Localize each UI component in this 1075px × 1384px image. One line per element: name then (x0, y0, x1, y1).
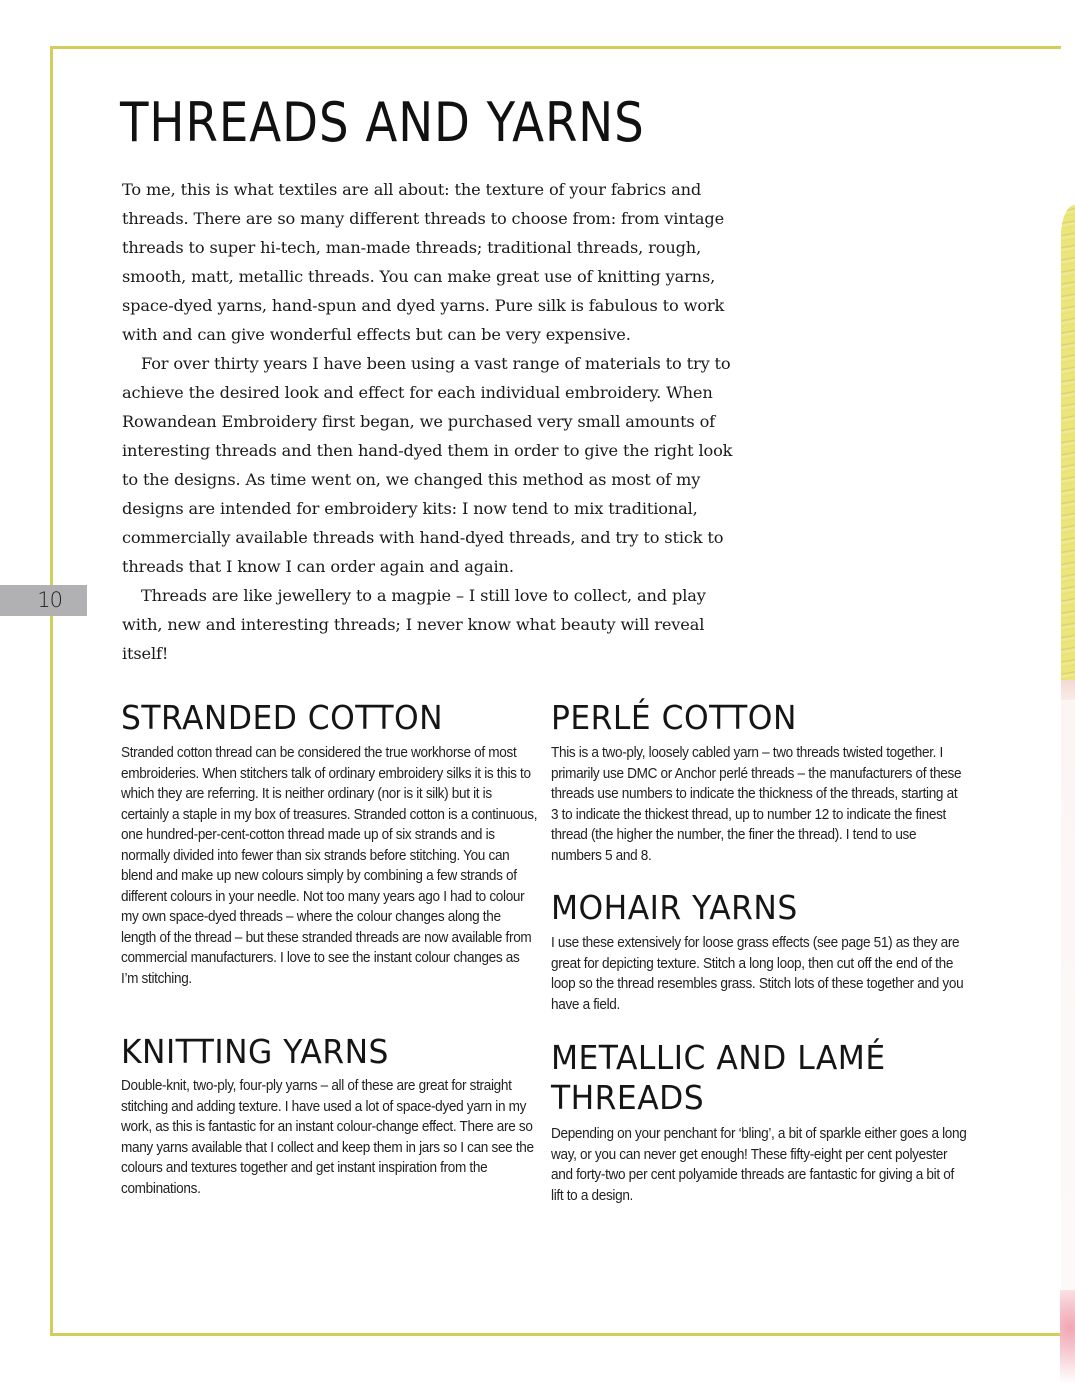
pink-embroidery-photo (1060, 1290, 1075, 1384)
intro-paragraph: To me, this is what textiles are all about: the texture of your fabrics and threads. There are so many different threads to choose from: from vintage threads to super hi-tech, man-made threads; traditional threads, rough, smooth, matt, metallic threads. You can make great use of knitting yarns, space-dyed yarns, hand-spun and dyed yarns. Pure silk is fabulous to work with and can give wonderful effects but can be very expensive. (122, 180, 725, 344)
section-heading: MOHAIR YARNS (551, 888, 798, 927)
section-body: This is a two-ply, loosely cabled yarn – two threads twisted together. I primarily use DMC or Anchor perlé threads – the manufacturers of these threads use numbers to indicate the thickness of the threads, starting at 3 to indicate the thickest thread, up to number 12 to indicate the finest thread (the higher the number, the finer the thread). I tend to use numbers 5 and 8. (551, 745, 962, 864)
section-body: I use these extensively for loose grass effects (see page 51) as they are great for depicting texture. Stitch a long loop, then cut off the end of the loop so the thread resembles grass. Stitch lots of these together and you have a field. (551, 935, 964, 1013)
page-title: THREADS AND YARNS (120, 91, 645, 154)
section-stranded-cotton (121, 698, 541, 989)
section-body: Depending on your penchant for ‘bling’, a bit of sparkle either goes a long way, or you can never get enough! These fifty-eight per cent polyester and forty-two per cent polyamide threads are fantastic for giving a bit of lift to a design. (551, 1126, 967, 1204)
section-body: Double-knit, two-ply, four-ply yarns – all of these are great for straight stitching and adding texture. I have used a lot of space-dyed yarn in my work, as this is fantastic for an instant colour-change effect. There are so many yarns available that I collect and keep them in jars so I can see the colours and textures together and get instant inspiration from the combinations. (121, 1078, 534, 1197)
page-number-tab: 10 (0, 585, 87, 616)
section-heading: PERLÉ COTTON (551, 698, 797, 737)
section-mohair-yarns (551, 888, 971, 1015)
page-frame-top-rule (50, 46, 1061, 49)
section-heading: METALLIC AND LAMÉ THREADS (551, 1038, 886, 1117)
intro-paragraph: Threads are like jewellery to a magpie – I still love to collect, and play with, new and interesting threads; I never know what beauty will reveal itself! (122, 586, 706, 663)
section-body: Stranded cotton thread can be considered the true workhorse of most embroideries. When stitchers talk of ordinary embroidery silks it is this to which they are referring. It is neither ordinary (nor is it silk) but it is certainly a staple in my box of treasures. Stranded cotton is a continuous, one hundred-per-cent-cotton thread made up of six strands and is normally divided into fewer than six strands before stitching. You can blend and make up new colours simply by combining a few strands of different colours in your needle. Not too many years ago I had to colour my own space-dyed threads – where the colour changes along the length of the thread – but these stranded threads are now available from commercial manufacturers. I love to see the instant colour changes as I’m stitching. (121, 745, 538, 987)
page-frame-bottom-rule (50, 1333, 1061, 1336)
section-metallic-threads (551, 1038, 971, 1206)
section-perle-cotton (551, 698, 971, 866)
intro-paragraph: For over thirty years I have been using a vast range of materials to try to achieve the desired look and effect for each individual embroidery. When Rowandean Embroidery first began, we purchased very small amounts of interesting threads and then hand-dyed them in order to give the right look to the designs. As time went on, we changed this method as most of my designs are intended for embroidery kits: I now tend to mix traditional, commercially available threads with hand-dyed threads, and try to stick to threads that I know I can order again and again. (122, 354, 733, 576)
section-heading: KNITTING YARNS (121, 1032, 389, 1071)
section-knitting-yarns (121, 1032, 541, 1199)
page-frame-left-rule (50, 46, 53, 1336)
yellow-yarn-photo (1061, 205, 1075, 690)
right-edge-photo-background (1061, 700, 1075, 1290)
intro-text (122, 175, 742, 668)
section-heading: STRANDED COTTON (121, 698, 444, 737)
